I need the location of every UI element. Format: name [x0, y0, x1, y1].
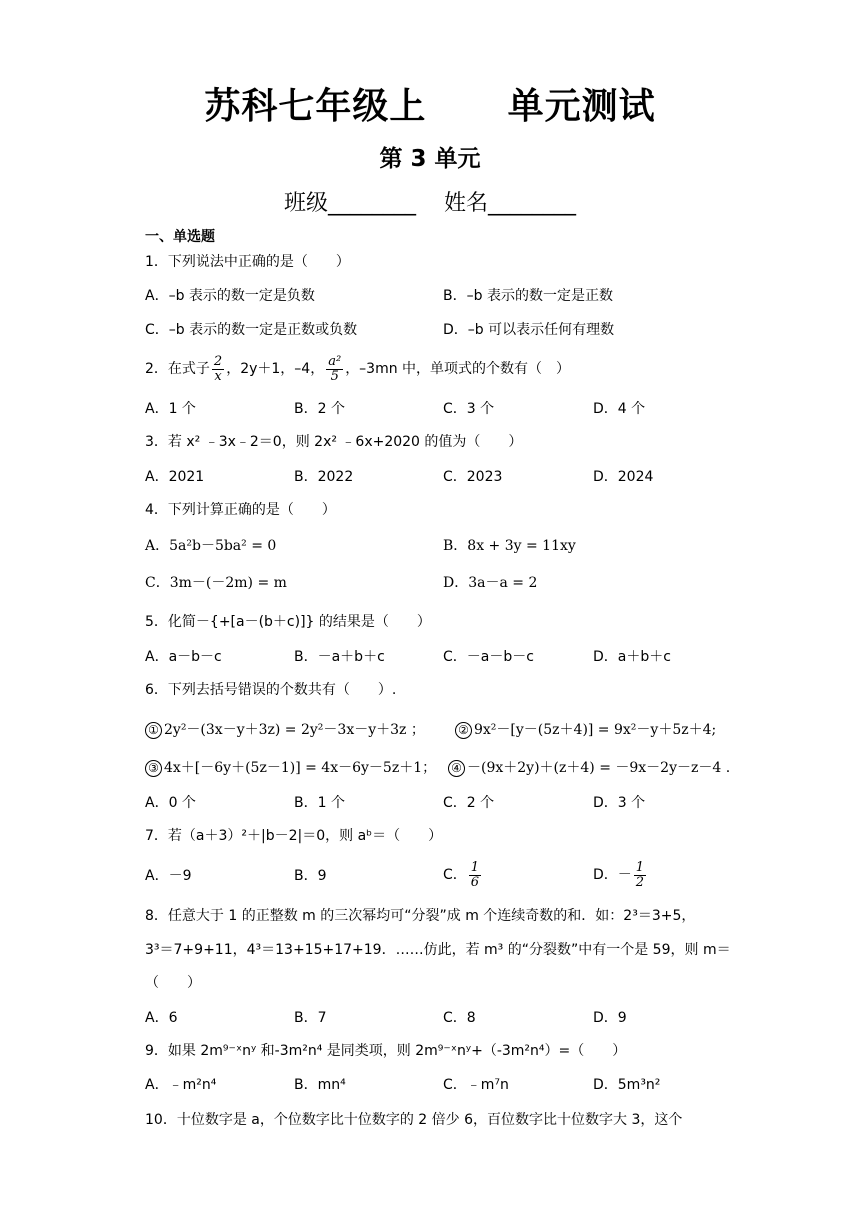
- q5-option-b: B．－a＋b＋c: [294, 649, 385, 665]
- circled-number-2: ②: [455, 722, 472, 739]
- q8-option-c: C．8: [443, 1010, 476, 1026]
- question-7: 7．若（a＋3）²＋|b－2|＝0，则 aᵇ＝（ ）: [145, 828, 443, 844]
- fraction-1-over-6: $\frac{1}{6}$: [470, 859, 480, 890]
- q5-option-c: C．－a－b－c: [443, 649, 534, 665]
- question-8-line-3: （ ）: [145, 975, 201, 991]
- q2-option-c: C．3 个: [443, 401, 495, 417]
- fraction-1-over-2: $\frac{1}{2}$: [635, 859, 645, 890]
- circled-number-4: ④: [448, 760, 465, 777]
- q4-option-c: C．3m－(－2m) = m: [145, 575, 287, 591]
- question-10: 10．十位数字是 a，个位数字比十位数字的 2 倍少 6，百位数字比十位数字大 3，这个: [145, 1112, 683, 1128]
- q1-option-b: B．–b 表示的数一定是正数: [443, 288, 613, 304]
- q4-option-b: B．8x + 3y = 11xy: [443, 538, 576, 554]
- q9-option-a: A．﹣m²n⁴: [145, 1077, 217, 1093]
- q3-option-a: A．2021: [145, 469, 205, 485]
- q5-option-d: D．a＋b＋c: [593, 649, 671, 665]
- question-4: 4．下列计算正确的是（ ）: [145, 502, 336, 518]
- question-3: 3．若 x² ﹣3x﹣2＝0，则 2x² ﹣6x+2020 的值为（ ）: [145, 434, 523, 450]
- q8-option-b: B．7: [294, 1010, 327, 1026]
- q6-option-c: C．2 个: [443, 795, 495, 811]
- q3-option-d: D．2024: [593, 469, 654, 485]
- question-8-line-2: 3³＝7+9+11，4³＝13+15+17+19．……仿此，若 m³ 的“分裂数”中有一个是 59，则 m＝: [145, 942, 731, 958]
- q6-option-a: A．0 个: [145, 795, 196, 811]
- class-name-line: 班级________ 姓名________: [284, 191, 576, 216]
- q6-option-d: D．3 个: [593, 795, 646, 811]
- q3-option-b: B．2022: [294, 469, 354, 485]
- q2-option-a: A．1 个: [145, 401, 196, 417]
- q7-option-a: A．－9: [145, 868, 192, 884]
- q1-option-a: A．–b 表示的数一定是负数: [145, 288, 315, 304]
- q6-item-1: ① 2y²－(3x－y＋3z) = 2y²－3x－y＋3z ；: [145, 720, 425, 740]
- q6-item-2: ② 9x²－[y－(5z＋4)] = 9x²－y＋5z＋4;: [455, 720, 716, 740]
- circled-number-3: ③: [145, 760, 162, 777]
- unit-subtitle: 第 3 单元: [379, 146, 481, 172]
- q3-option-c: C．2023: [443, 469, 503, 485]
- fraction-2-over-x: $\frac{2}{x}$: [213, 353, 223, 384]
- question-1: 1．下列说法中正确的是（ ）: [145, 254, 350, 270]
- question-5: 5．化简－{+[a－(b＋c)]} 的结果是（ ）: [145, 614, 431, 630]
- fraction-a2-over-5: $\frac{\text{a²}}{5}$: [328, 353, 342, 384]
- q8-option-d: D．9: [593, 1010, 627, 1026]
- q4-option-d: D．3a－a = 2: [443, 575, 538, 591]
- q7-option-b: B．9: [294, 868, 327, 884]
- q6-item-3: ③ 4x＋[－6y＋(5z－1)] = 4x－6y－5z＋1；: [145, 758, 436, 778]
- exam-title: 苏科七年级上 单元测试: [204, 86, 656, 127]
- q1-option-d: D．–b 可以表示任何有理数: [443, 322, 615, 338]
- q2-option-b: B．2 个: [294, 401, 345, 417]
- section-heading: 一、单选题: [145, 229, 215, 245]
- q6-option-b: B．1 个: [294, 795, 345, 811]
- question-9: 9．如果 2m⁹⁻ˣnʸ 和-3m²n⁴ 是同类项，则 2m⁹⁻ˣnʸ+（-3m²n⁴）=（ ）: [145, 1043, 627, 1059]
- q7-option-c: C． $\frac{1}{6}$: [443, 859, 480, 890]
- q1-option-c: C．–b 表示的数一定是正数或负数: [145, 322, 358, 338]
- q9-option-b: B．mn⁴: [294, 1077, 346, 1093]
- circled-number-1: ①: [145, 722, 162, 739]
- q2-option-d: D．4 个: [593, 401, 646, 417]
- q7-option-d: D．－ $\frac{1}{2}$: [593, 859, 645, 890]
- q9-option-d: D．5m³n²: [593, 1077, 661, 1093]
- question-6: 6．下列去括号错误的个数共有（ ）.: [145, 682, 397, 698]
- q5-option-a: A．a－b－c: [145, 649, 222, 665]
- question-2: 2．在式子 $\frac{2}{x}$ ，2y＋1，–4， $\frac{\text{a²}}{5}$ ，–3mn 中，单项式的个数有（ ）: [145, 353, 571, 384]
- q8-option-a: A．6: [145, 1010, 178, 1026]
- q9-option-c: C．﹣m⁷n: [443, 1077, 509, 1093]
- q4-option-a: A．5a²b－5ba² = 0: [145, 538, 277, 554]
- q6-item-4: ④ －(9x＋2y)＋(z＋4) = －9x－2y－z－4 .: [448, 758, 730, 778]
- question-8-line-1: 8．任意大于 1 的正整数 m 的三次幂均可“分裂”成 m 个连续奇数的和．如：2³＝3+5，: [145, 908, 696, 924]
